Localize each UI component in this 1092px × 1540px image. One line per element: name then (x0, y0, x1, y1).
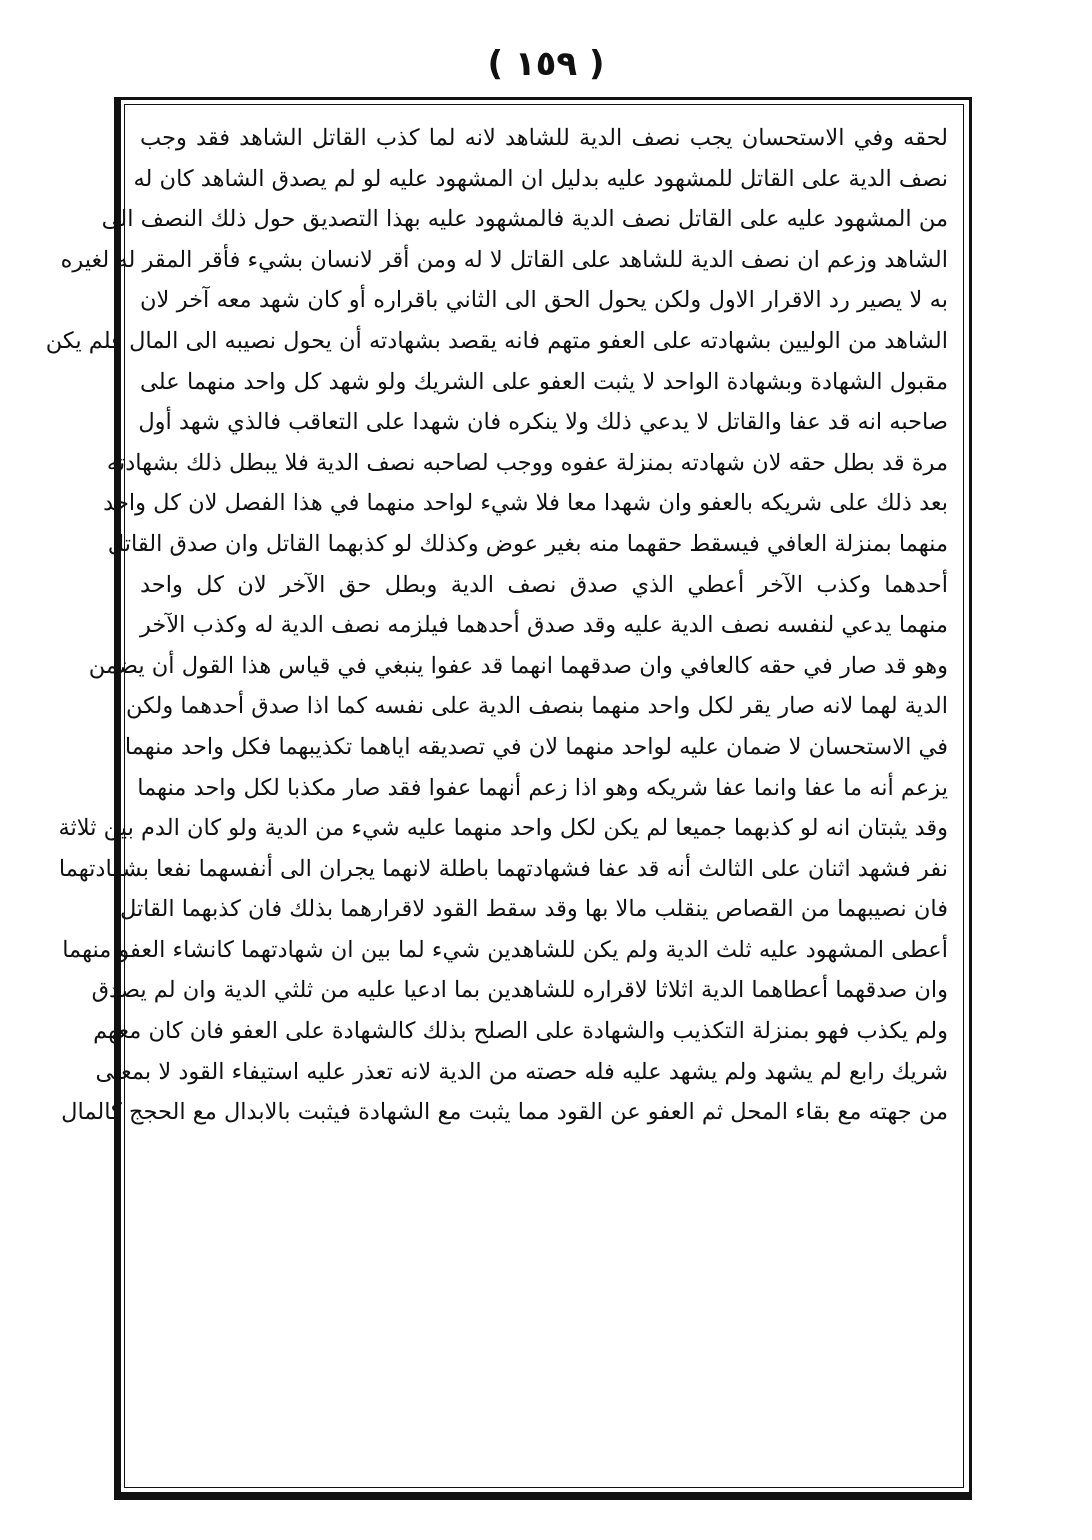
text-line: الشاهد من الوليين بشهادته على العفو متهم فانه يقصد بشهادته أن يحول نصيبه الى المال فلم يكن (45, 327, 948, 354)
text-line: وقد يثبتان انه لو كذبهما جميعا لم يكن لكل واحد منهما عليه شيء من الدية ولو كان الدم بين ثلاثة (58, 815, 948, 842)
text-line: في الاستحسان لا ضمان عليه لواحد منهما لان في تصديقه اياهما تكذيبهما فكل واحد منهما (124, 733, 948, 760)
text-line: يزعم أنه ما عفا وانما عفا شريكه وهو اذا زعم أنهما عفوا فقد صار مكذبا لكل واحد منهما (137, 774, 948, 801)
text-line: ولم يكذب فهو بمنزلة التكذيب والشهادة على الصلح بذلك كالشهادة على العفو فان كان معهم (93, 1018, 948, 1045)
text-line: الشاهد وزعم ان نصف الدية للشاهد على القاتل لا له ومن أقر لانسان بشيء فأقر المقر له لغيره (60, 246, 948, 273)
text-body (45, 118, 948, 1478)
text-line: شريك رابع لم يشهد ولم يشهد عليه فله حصته من الدية لانه تعذر عليه استيفاء القود لا بمعنى (95, 1058, 948, 1085)
text-line: أحدهما وكذب الآخر أعطي الذي صدق نصف الدية وبطل حق الآخر لان كل واحد (140, 571, 948, 598)
text-line: وهو قد صار في حقه كالعافي وان صدقهما انهما قد عفوا ينبغي في قياس هذا القول أن يضمن (88, 652, 948, 679)
text-line: نصف الدية على القاتل للمشهود عليه بدليل ان المشهود عليه لو لم يصدق الشاهد كان له (133, 165, 948, 192)
text-line: لحقه وفي الاستحسان يجب نصف الدية للشاهد لانه لما كذب القاتل الشاهد فقد وجب (140, 125, 948, 151)
text-line: الدية لهما لانه صار يقر لكل واحد منهما بنصف الدية على نفسه كما اذا صدق أحدهما ولكن (126, 693, 948, 720)
text-line: به لا يصير رد الاقرار الاول ولكن يحول الحق الى الثاني باقراره أو كان شهد معه آخر لان (140, 287, 948, 314)
page-number: ( ١٥٩ ) (487, 44, 605, 84)
text-line: صاحبه انه قد عفا والقاتل لا يدعي ذلك ولا ينكره فان شهدا على التعاقب فالذي شهد أول (138, 409, 948, 436)
text-line: منهما بمنزلة العافي فيسقط حقهما منه بغير عوض وكذلك لو كذبهما القاتل وان صدق القاتل (107, 530, 948, 557)
text-line: نفر فشهد اثنان على الثالث أنه قد عفا فشهادتهما باطلة لانهما يجران الى أنفسهما نفعا بشهادتهما (58, 855, 948, 882)
text-line: فان نصيبهما من القصاص ينقلب مالا بها وقد سقط القود لاقرارهما بذلك فان كذبهما القاتل (120, 896, 948, 923)
text-line: مرة قد بطل حقه لان شهادته بمنزلة عفوه ووجب لصاحبه نصف الدية فلا يبطل ذلك بشهادته (106, 449, 948, 476)
text-line: مقبول الشهادة وبشهادة الواحد لا يثبت العفو على الشريك ولو شهد كل واحد منهما على (140, 368, 948, 395)
text-line: بعد ذلك على شريكه بالعفو وان شهدا معا فلا شيء لواحد منهما في هذا الفصل لان كل واحد (103, 490, 948, 517)
text-line: من جهته مع بقاء المحل ثم العفو عن القود مما يثبت مع الشهادة فيثبت بالابدال مع الحجج كالمال (61, 1099, 948, 1126)
text-line: وان صدقهما أعطاهما الدية اثلاثا لاقراره للشاهدين بما ادعيا عليه من ثلثي الدية وان لم يصدق (91, 977, 948, 1004)
text-line: منهما يدعي لنفسه نصف الدية عليه وقد صدق أحدهما فيلزمه نصف الدية له وكذب الآخر (140, 612, 948, 639)
text-line: من المشهود عليه على القاتل نصف الدية فالمشهود عليه بهذا التصديق حول ذلك النصف الى (101, 206, 948, 233)
text-line: أعطى المشهود عليه ثلث الدية ولم يكن للشاهدين شيء لما بين ان شهادتهما كانشاء العفو منهما (62, 936, 948, 963)
